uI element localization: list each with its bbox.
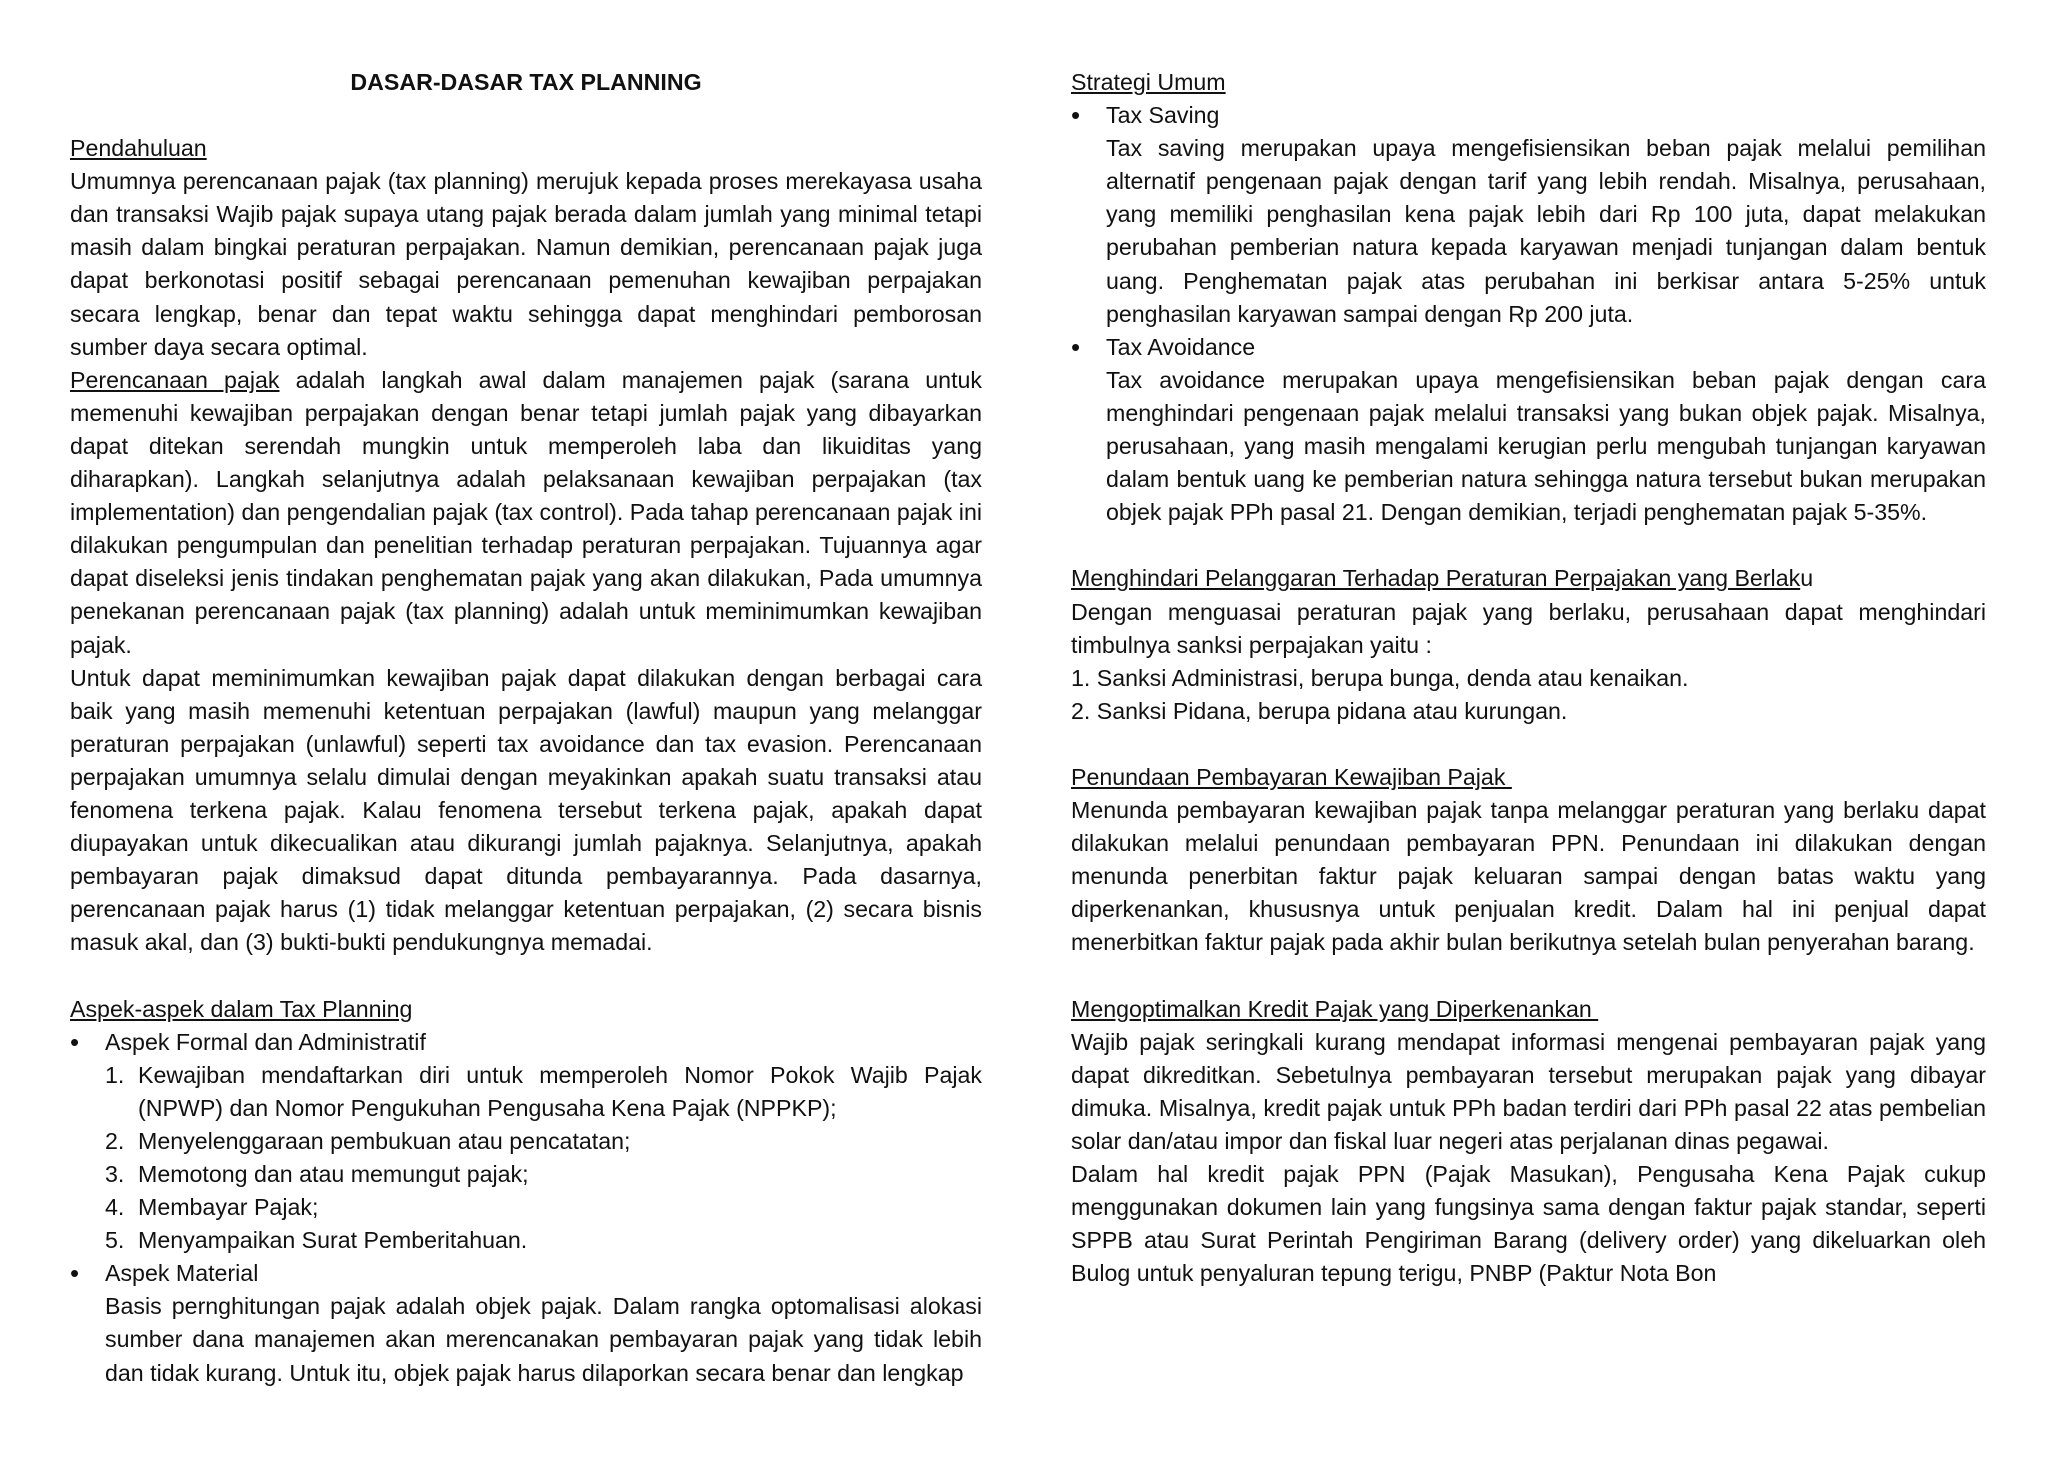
list-item-aspek-material — [70, 1257, 982, 1389]
kredit-paragraph-1: Wajib pajak seringkali kurang mendapat informasi mengenai pembayaran pajak yang dapat dikreditkan. Sebetulnya pembayaran tersebut merupakan pajak yang dibayar dimuka. Misalnya, kredit pajak untuk PPh badan terdiri dari PPh pasal 22 atas pembelian solar dan/atau impor dan fiskal luar negeri atas perjalanan dinas pegawai. — [1071, 1028, 1986, 1154]
pendahuluan-paragraph-2 — [70, 364, 982, 662]
aspek-material-label: • Aspek Material — [105, 1260, 259, 1287]
aspek-material-text: Basis pernghitungan pajak adalah objek pajak. Dalam rangka optomalisasi alokasi sumber dana manajemen akan merencanakan pembayaran pajak yang tidak lebih dan tidak kurang. Untuk itu, objek pajak harus dilaporkan secara benar dan lengkap — [105, 1293, 982, 1386]
list-item-text: Menyelenggaraan pembukuan atau pencatatan; — [138, 1127, 631, 1154]
spacer — [1071, 960, 1986, 993]
tax-saving-label: • Tax Saving — [1106, 102, 1220, 129]
list-item — [105, 1125, 982, 1158]
penundaan-paragraph: Menunda pembayaran kewajiban pajak tanpa melanggar peraturan yang berlaku dapat dilakukan melalui penundaan pembayaran PPN. Penundaan ini dilakukan dengan menunda penerbitan faktur pajak keluaran sampai dengan batas waktu yang diperkenankan, khususnya untuk penjualan kredit. Dalam hal ini penjual dapat menerbitkan faktur pajak pada akhir bulan berikutnya setelah bulan penyerahan barang. — [1071, 797, 1986, 956]
section-heading-pendahuluan: Pendahuluan — [70, 135, 207, 162]
spacer — [1071, 529, 1986, 562]
heading-text: Menghindari Pelanggaran Terhadap Peraturan Perpajakan yang Berlak — [1071, 565, 1801, 592]
list-number: 3. — [105, 1161, 125, 1187]
tax-avoidance-text: Tax avoidance merupakan upaya mengefisiensikan beban pajak dengan cara menghindari pengenaan pajak melalui transaksi yang bukan objek pajak. Misalnya, perusahaan, yang masih mengalami kerugian perlu mengubah tunjangan karyawan dalam bentuk uang ke pemberian natura sehingga natura tersebut bukan merupakan objek pajak PPh pasal 21. Dengan demikian, terjadi penghematan pajak 5-35%. — [1106, 366, 1986, 526]
list-item-text: Menyampaikan Surat Pemberitahuan. — [138, 1227, 528, 1254]
document-title: DASAR-DASAR TAX PLANNING — [350, 69, 702, 95]
pendahuluan-paragraph-2-text: adalah langkah awal dalam manajemen pajak (sarana untuk memenuhi kewajiban perpajakan dengan benar tetapi jumlah pajak yang dibayarkan dapat ditekan serendah mungkin untuk memperoleh laba dan likuiditas yang diharapkan). Langkah selanjutnya adalah pelaksanaan kewajiban perpajakan (tax implementation) dan pengendalian pajak (tax control). Pada tahap perencanaan pajak ini dilakukan pengumpulan dan penelitian terhadap peraturan perpajakan. Tujuannya agar dapat diseleksi jenis tindakan penghematan pajak yang akan dilakukan, Pada umumnya penekanan perencanaan pajak (tax planning) adalah untuk meminimumkan kewajiban pajak. — [70, 366, 983, 658]
kredit-paragraph-2: Dalam hal kredit pajak PPN (Pajak Masukan), Pengusaha Kena Pajak cukup menggunakan dokumen lain yang fungsinya sama dengan faktur pajak standar, seperti SPPB atau Surat Perintah Pengiriman Barang (delivery order) yang dikeluarkan oleh Bulog untuk penyaluran tepung terigu, PNBP (Paktur Nota Bon — [1071, 1161, 1986, 1287]
section-heading-strategi: Strategi Umum — [1071, 69, 1226, 95]
list-number: 5. — [105, 1227, 125, 1254]
list-item-text: Kewajiban mendaftarkan diri untuk memperoleh Nomor Pokok Wajib Pajak (NPWP) dan Nomor Pengukuhan Pengusaha Kena Pajak (NPPKP); — [138, 1061, 982, 1121]
pendahuluan-paragraph-1: Umumnya perencanaan pajak (tax planning) merujuk kepada proses merekayasa usaha dan transaksi Wajib pajak supaya utang pajak berada dalam jumlah yang minimal tetapi masih dalam bingkai peraturan perpajakan. Namun demikian, perencanaan pajak juga dapat berkonotasi positif sebagai perencanaan pemenuhan kewajiban perpajakan secara lengkap, benar dan tepat waktu sehingga dapat menghindari pemborosan sumber daya secara optimal. — [70, 168, 982, 360]
aspek-list-2 — [70, 1257, 982, 1389]
list-item — [105, 1191, 982, 1224]
section-heading-aspek: Aspek-aspek dalam Tax Planning — [70, 995, 413, 1022]
list-item — [105, 1059, 982, 1125]
spacer — [1071, 728, 1986, 761]
tax-avoidance-label: • Tax Avoidance — [1106, 333, 1256, 360]
section-heading-menghindari — [1071, 562, 1986, 595]
list-number: 2. — [105, 1127, 125, 1154]
list-item-text: Memotong dan atau memungut pajak; — [138, 1161, 529, 1187]
strategi-list — [1071, 99, 1986, 529]
left-column — [70, 66, 982, 1390]
spacer — [70, 959, 982, 992]
list-item-tax-avoidance — [1071, 331, 1986, 530]
section-heading-kredit: Mengoptimalkan Kredit Pajak yang Diperkenankan — [1071, 995, 1599, 1022]
sanksi-line-2: 2. Sanksi Pidana, berupa pidana atau kurungan. — [1071, 697, 1568, 724]
menghindari-paragraph: Dengan menguasai peraturan pajak yang berlaku, perusahaan dapat menghindari timbulnya sanksi perpajakan yaitu : — [1071, 598, 1986, 658]
list-item-tax-saving — [1071, 99, 1986, 331]
tax-saving-text: Tax saving merupakan upaya mengefisiensikan beban pajak melalui pemilihan alternatif pengenaan pajak dengan tarif yang lebih rendah. Misalnya, perusahaan, yang memiliki penghasilan kena pajak lebih dari Rp 100 juta, dapat melakukan perubahan pemberian natura kepada karyawan menjadi tunjangan dalam bentuk uang. Penghematan pajak atas perubahan ini berkisar antara 5-25% untuk penghasilan karyawan sampai dengan Rp 200 juta. — [1106, 135, 1986, 327]
aspek-formal-label: Aspek Formal dan Administratif — [105, 1028, 426, 1055]
list-item — [105, 1224, 982, 1257]
term-perencanaan-pajak: Perencanaan pajak — [70, 366, 280, 393]
formal-numbered-list — [70, 1059, 982, 1258]
list-item-text: Membayar Pajak; — [138, 1194, 319, 1221]
aspek-list — [70, 1026, 982, 1059]
list-number: 4. — [105, 1194, 125, 1221]
heading-tail: u — [1800, 565, 1814, 592]
list-number: 1. — [105, 1061, 125, 1088]
pendahuluan-paragraph-3: Untuk dapat meminimumkan kewajiban pajak dapat dilakukan dengan berbagai cara baik yang masih memenuhi ketentuan perpajakan (lawful) maupun yang melanggar peraturan perpajakan (unlawful) seperti tax avoidance dan tax evasion. Perencanaan perpajakan umumnya selalu dimulai dengan meyakinkan apakah suatu transaksi atau fenomena terkena pajak. Kalau fenomena tersebut terkena pajak, apakah dapat diupayakan untuk dikecualikan atau dikurangi jumlah pajaknya. Selanjutnya, apakah pembayaran pajak dimaksud dapat ditunda pembayarannya. Pada dasarnya, perencanaan pajak harus (1) tidak melanggar ketentuan perpajakan, (2) secara bisnis masuk akal, dan (3) bukti-bukti pendukungnya memadai. — [70, 664, 982, 956]
list-item — [105, 1158, 982, 1191]
sanksi-line-1: 1. Sanksi Administrasi, berupa bunga, denda atau kenaikan. — [1071, 664, 1689, 691]
section-heading-penundaan: Penundaan Pembayaran Kewajiban Pajak — [1071, 763, 1512, 790]
list-item-aspek-formal — [70, 1026, 982, 1059]
right-column — [1071, 66, 1986, 1290]
